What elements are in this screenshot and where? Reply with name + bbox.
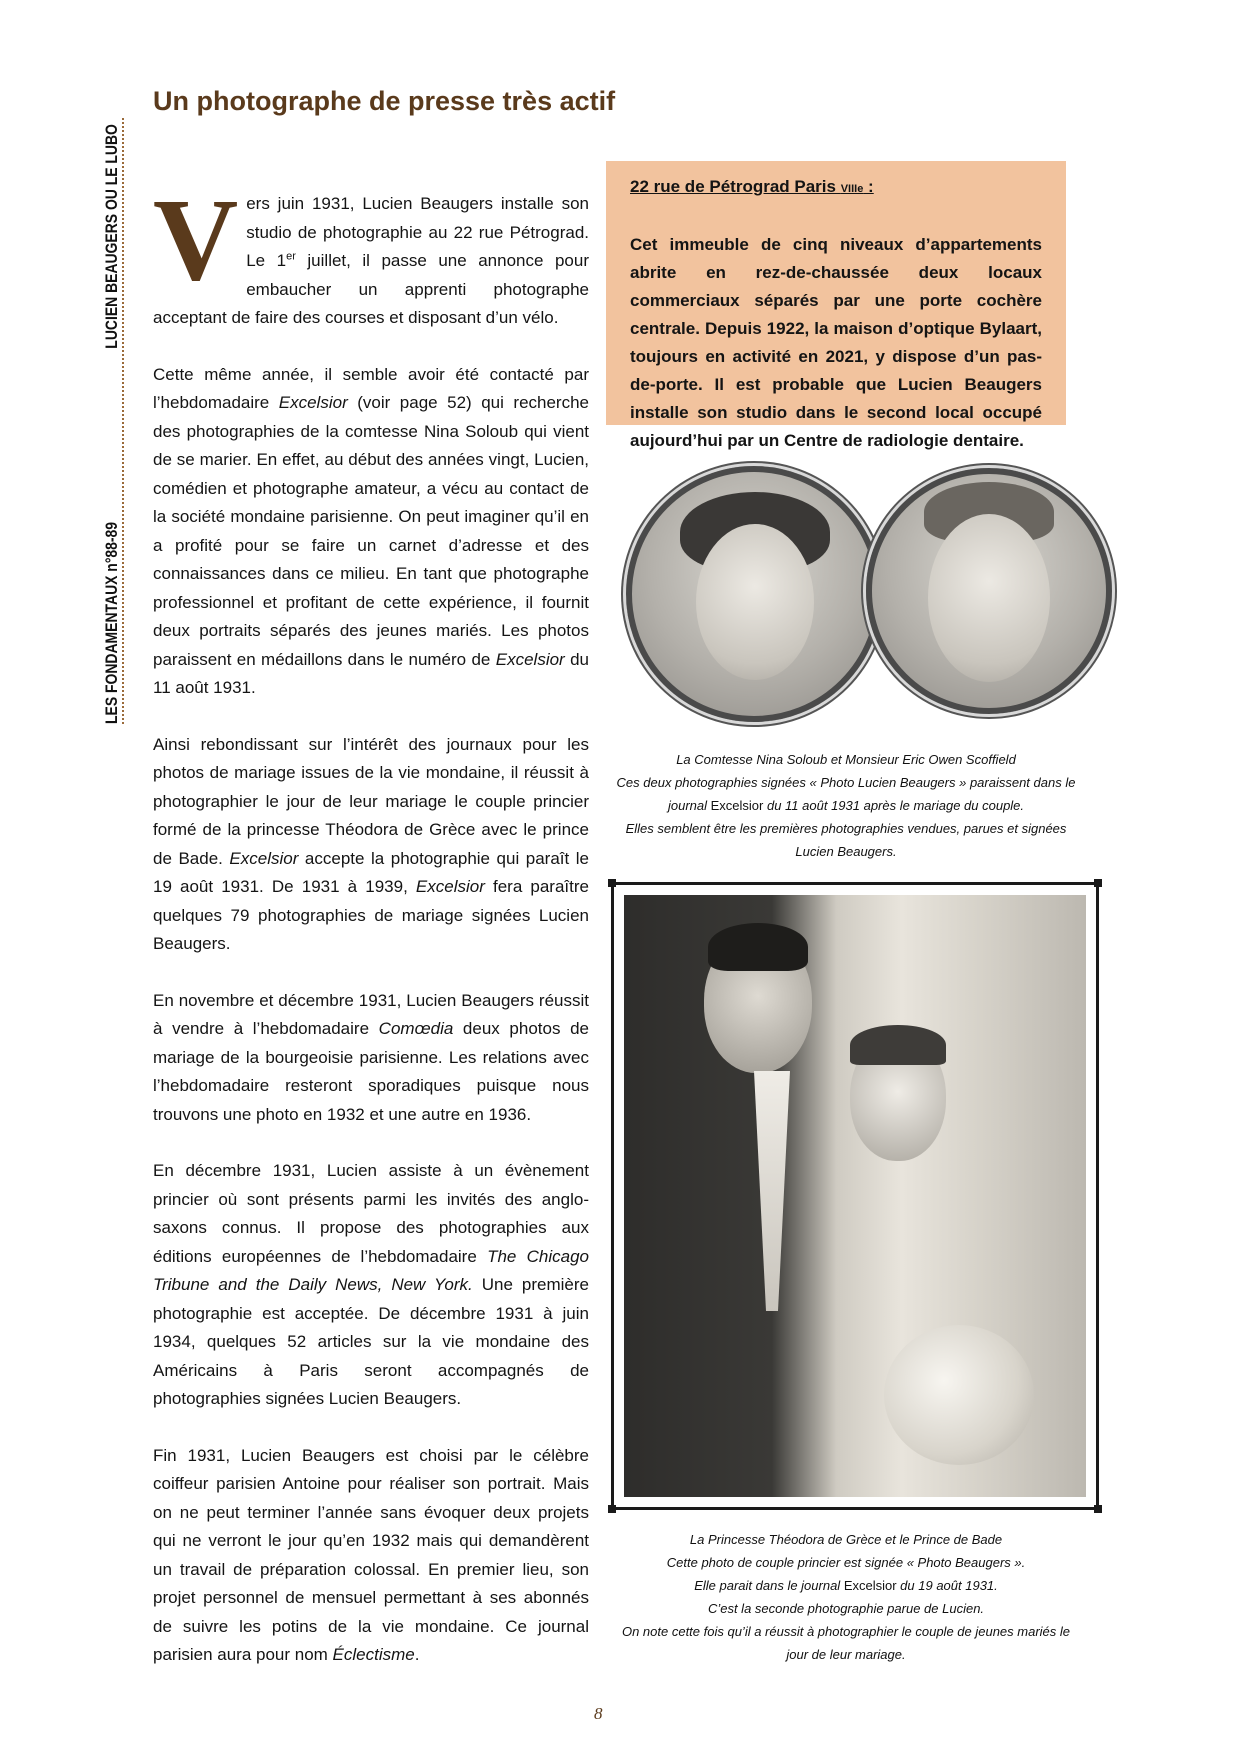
bride-hair [850,1025,946,1065]
caption2-line-1: La Princesse Théodora de Grèce et le Prince de Bade [689,1532,1003,1547]
p3-italic-2: Excelsior [415,877,485,896]
medallion-portraits [618,458,1098,718]
bridal-bouquet [884,1325,1034,1465]
paragraph-4 [153,987,589,1130]
caption2-line-4: C’est la seconde photographie parue de Lucien. [707,1601,985,1616]
caption1-line-5: Lucien Beaugers. [795,844,897,859]
frame-corner [1094,879,1102,887]
running-header-issue: LES FONDAMENTAUX n°88-89 [102,521,121,724]
caption2-line-3-a: Elle parait dans le journal [694,1578,844,1593]
portrait-medallion-groom [866,468,1112,714]
infobox-title [630,173,1042,203]
infobox-arrondissement: VIIIe [840,183,864,195]
p3-italic-1: Excelsior [229,848,299,868]
paragraph-1 [153,174,589,333]
p3-text-b: accepte la photographie qui paraît le 19 août 1931. De 1931 à 1939, [153,848,589,896]
portrait-face [696,524,814,680]
caption2-line-6: jour de leur mariage. [786,1647,906,1662]
wedding-photo [624,895,1086,1497]
paragraph-5 [153,1157,589,1414]
p5-italic-1: The Chicago Tribune and the Daily News, New York. [153,1246,589,1294]
p2-italic-1: Excelsior [278,393,348,412]
paragraph-3 [153,731,589,959]
infobox-body: Cet immeuble de cinq niveaux d’appartements abrite en rez-de-chaussée deux locaux commerciaux séparés par une porte cochère centrale. Depuis 1922, la maison d’optique Bylaart, toujours en activité en 2021, y dispose d’un pas-de-porte. Il est probable que Lucien Beaugers installe son studio dans le second local occupé aujourd’hui par un Centre de radiologie dentaire. [630,235,1042,450]
frame-corner [1094,1505,1102,1513]
wedding-photo-caption [606,1528,1086,1666]
article-column [153,174,590,1698]
p1-text-b: juillet, il passe une annonce pour embaucher un apprenti photographe acceptant de faire des courses et disposant d’un vélo. [153,251,589,327]
p3-text-a: Ainsi rebondissant sur l’intérêt des journaux pour les photos de mariage issues de la vie mondaine, il réussit à photographier le jour de leur mariage le couple princier formé de la princesse Théodora de Grèce avec le prince de Bade. [153,734,589,868]
caption2-line-2: Cette photo de couple princier est signée « Photo Beaugers ». [666,1555,1026,1570]
p1-text-a: ers juin 1931, Lucien Beaugers installe son studio de photographie au 22 rue Pétrograd. Le 1 [246,194,589,270]
address-infobox [606,161,1066,450]
running-header-title: LUCIEN BEAUGERS OU LE LUBO [102,124,121,349]
section-title: Un photographe de presse très actif [153,86,616,116]
paragraph-2 [153,361,589,703]
paragraph-6 [153,1442,589,1670]
sidebar-dotted-rule [122,118,124,724]
caption1-line-3-b: du 11 août 1931 après le mariage du couple. [763,798,1025,813]
p4-text-a: En novembre et décembre 1931, Lucien Beaugers réussit à vendre à l’hebdomadaire [153,990,589,1038]
page-number: 8 [594,1704,603,1723]
groom-hair [708,923,808,971]
p2-text-b: (voir page 52) qui recherche des photographies de la comtesse Nina Soloub qui vient de se marier. En effet, au début des années vingt, Lucien, comédien et photographe amateur, a vécu au contact de la société mondaine parisienne. On peut imaginer qu’il en a profité pour se faire un carnet d’adresse et des connaissances dans ce milieu. En tant que photographe professionnel et profitant de cette expérience, il fournit deux portraits séparés des jeunes mariés. Les photos paraissent en médaillons dans le numéro de [153,393,590,669]
p2-text-c: du 11 août 1931. [153,649,589,697]
p5-text-a: En décembre 1931, Lucien assiste à un évènement princier où sont présents parmi les invités des anglo-saxons connus. Il propose des photographies aux éditions européennes de l’hebdomadaire [153,1161,589,1266]
p6-italic-1: Éclectisme [332,1645,415,1664]
caption1-line-4: Elles semblent être les premières photographies vendues, parues et signées [625,821,1067,836]
portrait-face [928,514,1050,682]
wedding-photo-frame [611,882,1099,1510]
running-header-sidebar [88,124,121,724]
caption1-journal-name: Excelsior [710,798,764,813]
portrait-medallion-countess [626,466,882,722]
caption1-line-2: Ces deux photographies signées « Photo Lucien Beaugers » paraissent dans le [616,775,1076,790]
groom-shirt [742,1071,802,1311]
medallions-caption [606,748,1086,863]
caption1-line-3-a: journal [667,798,711,813]
infobox-title-a: 22 rue de Pétrograd Paris [630,177,841,196]
p4-text-b: deux photos de mariage de la bourgeoisie parisienne. Les relations avec l’hebdomadaire resteront sporadiques puisque nous trouvons une photo en 1932 et une autre en 1936. [153,1019,590,1124]
infobox-title-b: : [863,177,874,196]
p1-superscript: er [286,250,296,263]
p2-italic-2: Excelsior [495,649,565,669]
p6-text-a: Fin 1931, Lucien Beaugers est choisi par le célèbre coiffeur parisien Antoine pour réaliser son portrait. Mais on ne peut terminer l’année sans évoquer deux projets qui ne verront le jour qu’en 1932 mais qui demandèrent un travail de préparation colossal. En premier lieu, son projet personnel de mensuel permettant à ses abonnés de suivre les potins de la vie mondaine. Ce journal parisien aura pour nom [153,1445,589,1664]
p4-italic-1: Comœdia [378,1019,454,1038]
frame-corner [608,1505,616,1513]
caption2-line-3-b: du 19 août 1931. [896,1578,998,1593]
p5-text-b: Une première photographie est acceptée. De décembre 1931 à juin 1934, quelques 52 articles sur la vie mondaine des Américains à Paris seront accompagnés de photographies signées Lucien Beaugers. [153,1275,590,1408]
caption1-line-3 [606,794,1086,817]
drop-cap: V [153,174,239,305]
caption2-line-3 [606,1574,1086,1597]
p6-text-b: . [414,1645,420,1664]
running-header-rotated [100,124,124,724]
p2-text-a: Cette même année, il semble avoir été contacté par l’hebdomadaire [153,364,589,412]
caption2-journal-name: Excelsior [843,1578,897,1593]
p3-text-c: fera paraître quelques 79 photographies de mariage signées Lucien Beaugers. [153,877,589,953]
caption1-line-1: La Comtesse Nina Soloub et Monsieur Eric Owen Scoffield [676,752,1016,767]
frame-corner [608,879,616,887]
caption2-line-5: On note cette fois qu’il a réussit à photographier le couple de jeunes mariés le [621,1624,1071,1639]
